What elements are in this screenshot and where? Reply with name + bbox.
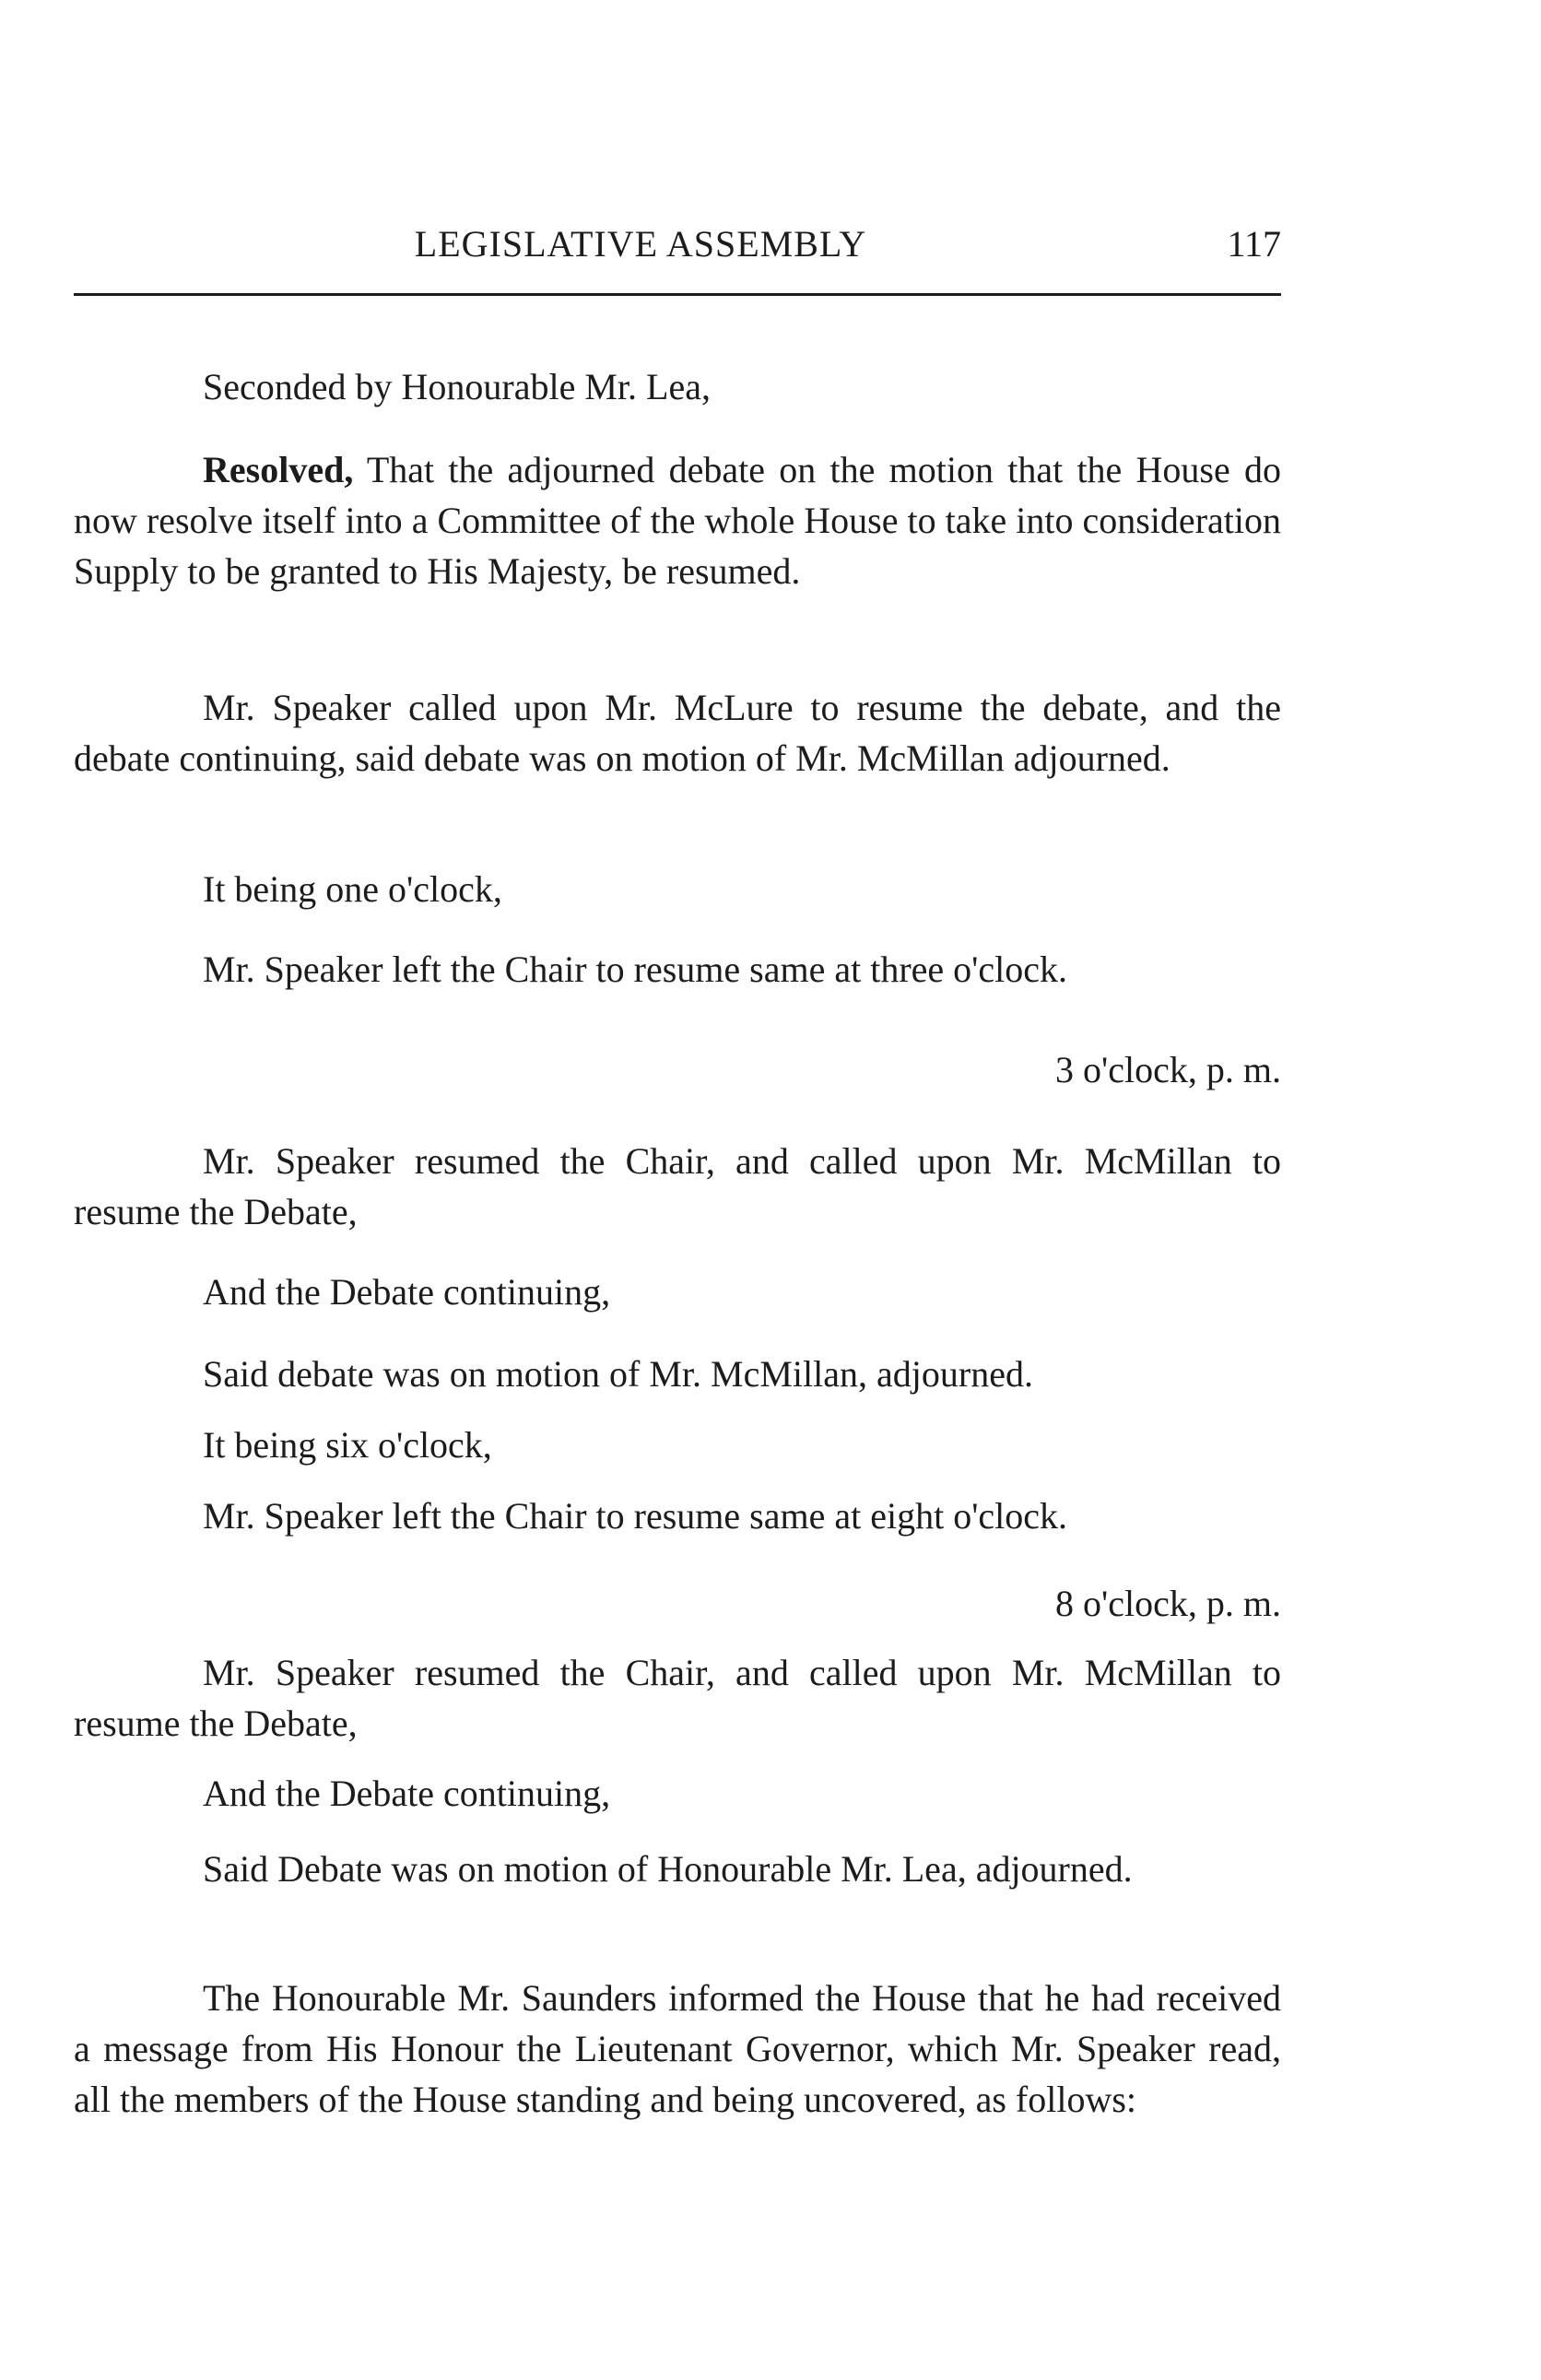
time-heading-eight: 8 o'clock, p. m. xyxy=(1055,1583,1281,1624)
time-heading-three: 3 o'clock, p. m. xyxy=(1055,1049,1281,1090)
paragraph-resumed-chair-2: Mr. Speaker resumed the Chair, and called upon Mr. McMillan to resume the Debate, xyxy=(74,1652,1281,1744)
running-title: LEGISLATIVE ASSEMBLY xyxy=(414,223,867,265)
paragraph-debate-continuing-1: And the Debate continuing, xyxy=(203,1271,611,1313)
paragraph-seconded: Seconded by Honourable Mr. Lea, xyxy=(203,366,711,407)
resolved-body: That the adjourned debate on the motion that the House do now resolve itself into a Committee of the whole House to take into consideration Supply to be granted to His Majesty, be resumed. xyxy=(74,449,1281,592)
page-header xyxy=(74,221,1281,277)
header-rule xyxy=(74,293,1281,296)
paragraph-debate-continuing-2: And the Debate continuing, xyxy=(203,1773,611,1814)
paragraph-resolved xyxy=(74,444,1281,596)
resolved-lead: Resolved, xyxy=(203,449,354,490)
paragraph-mclure: Mr. Speaker called upon Mr. McLure to resume the debate, and the debate continuing, said debate was on motion of Mr. McMillan adjourned. xyxy=(74,687,1281,779)
paragraph-one-oclock: It being one o'clock, xyxy=(203,868,502,910)
paragraph-left-chair-three: Mr. Speaker left the Chair to resume same at three o'clock. xyxy=(203,948,1067,990)
paragraph-six-oclock: It being six o'clock, xyxy=(203,1424,492,1466)
paragraph-adjourned-lea: Said Debate was on motion of Honourable Mr. Lea, adjourned. xyxy=(203,1848,1133,1890)
page-number: 117 xyxy=(1227,223,1281,265)
paragraph-resumed-chair-1: Mr. Speaker resumed the Chair, and called upon Mr. McMillan to resume the Debate, xyxy=(74,1140,1281,1232)
paragraph-left-chair-eight: Mr. Speaker left the Chair to resume same at eight o'clock. xyxy=(203,1495,1068,1537)
paragraph-saunders-message: The Honourable Mr. Saunders informed the House that he had received a message from His Honour the Lieutenant Governor, which Mr. Speaker read, all the members of the House standing and being uncovered, as follows: xyxy=(74,1977,1281,2120)
paragraph-adjourned-mcmillan: Said debate was on motion of Mr. McMillan, adjourned. xyxy=(203,1353,1033,1395)
